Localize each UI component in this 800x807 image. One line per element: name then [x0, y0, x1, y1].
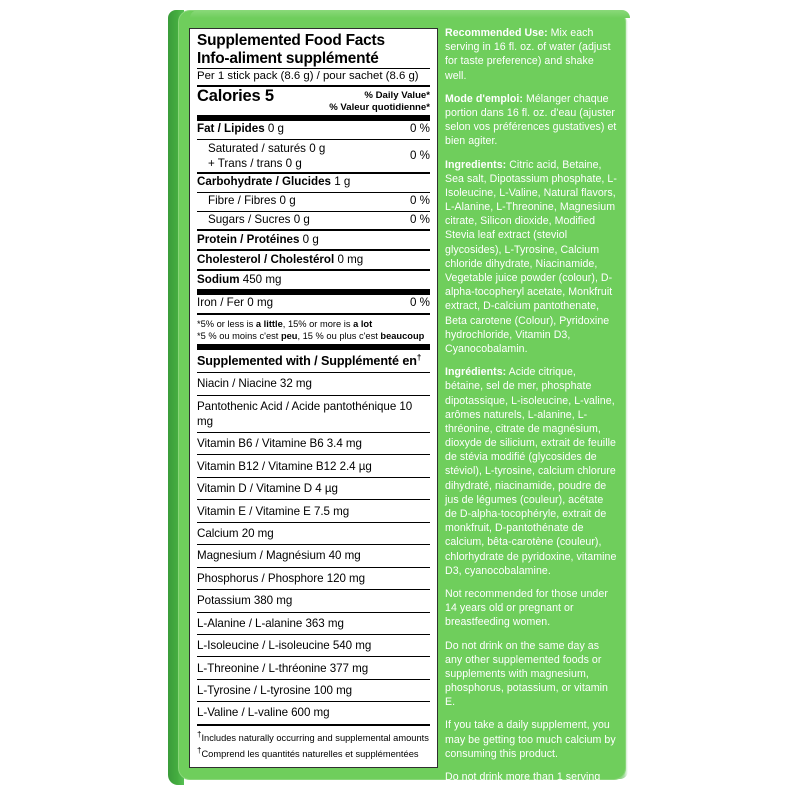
row-amount-fat: 0 g — [267, 122, 284, 136]
supplement-row: L-Tyrosine / L-tyrosine 100 mg — [197, 684, 353, 698]
footnote-en-bold2: a lot — [353, 318, 373, 329]
daily-value-header-english: % Daily Value* — [364, 90, 430, 102]
row-dv-sugars: 0 % — [410, 213, 430, 227]
dagger-footnote — [197, 726, 430, 762]
row-name-sugars: Sugars / Sucres — [208, 213, 291, 227]
dagger-symbol-en: † — [197, 729, 202, 739]
supplemented-header-text: Supplemented with / Supplémenté en — [197, 353, 417, 368]
daily-value-footnote — [197, 315, 430, 345]
row-amount-sodium: 450 mg — [242, 272, 282, 286]
supplement-row: Vitamin B6 / Vitamine B6 3.4 mg — [197, 437, 362, 451]
dagger-symbol-fr: † — [197, 745, 202, 755]
package-content-columns — [178, 10, 626, 798]
warning-serving-limit: Do not drink more than 1 serving per day. — [445, 771, 601, 798]
row-label-iron — [197, 296, 410, 311]
calories-row — [197, 87, 430, 115]
recommended-use-paragraph — [445, 26, 617, 83]
row-label-fibre — [197, 194, 410, 209]
supplemented-food-facts-panel — [189, 28, 438, 768]
ingredients-paragraph-english — [445, 158, 617, 357]
row-name-trans: + Trans / trans — [208, 156, 283, 170]
ingredients-paragraph-french — [445, 365, 617, 578]
row-label-sugars — [197, 213, 410, 228]
footnote-en-pre: *5% or less is — [197, 318, 256, 329]
supplement-row: L-Isoleucine / L-isoleucine 540 mg — [197, 639, 372, 653]
supplemented-header-dagger: † — [416, 352, 422, 362]
table-row-protein — [197, 231, 430, 249]
mode-emploi-label: Mode d'emploi: — [445, 92, 523, 105]
row-name-protein: Protein / Protéines — [197, 232, 300, 246]
supplement-row: Potassium 380 mg — [197, 594, 293, 608]
supplement-row: L-Valine / L-valine 600 mg — [197, 706, 330, 720]
ingredients-text-english: Citric acid, Betaine, Sea salt, Dipotassium phosphate, L-Isoleucine, L-Valine, Natural flavors, L-Alanine, L-Threonine, Magnesium citrate, Silicon dioxide, Modified Stevia leaf extract (steviol glycosides), L-Tyrosine, Calcium chloride dihydrate, Niacinamide, Vegetable juice powder (colour), D-alpha-tocopheryl acetate, Monkfruit extract, D-calcium pantothenate, Beta carotene (Colour), Pyridoxine hydrochloride, Vitamin D3, Cyanocobalamin. — [445, 158, 617, 355]
supplement-row: Niacin / Niacine 32 mg — [197, 377, 312, 391]
row-label-carbohydrate — [197, 175, 430, 190]
table-row-sugars — [197, 212, 430, 230]
supplement-row: Phosphorus / Phosphore 120 mg — [197, 571, 366, 585]
saturated-trans-labels — [197, 141, 325, 171]
mode-emploi-paragraph — [445, 92, 617, 149]
supplement-row: Vitamin D / Vitamine D 4 µg — [197, 482, 338, 496]
daily-value-header-french: % Valeur quotidienne* — [329, 102, 430, 114]
supplement-row: Calcium 20 mg — [197, 526, 274, 540]
row-amount-fibre: 0 g — [279, 194, 296, 208]
table-row-saturated-trans — [197, 140, 430, 172]
dagger-note-french — [197, 745, 430, 761]
warning-same-day-supplements: Do not drink on the same day as any other supplemented foods or supplements with magnesium, phosphorus, potassium, or vitamin E. — [445, 639, 608, 709]
ingredients-text-french: Acide citrique, bétaine, sel de mer, phosphate dipotassique, L-isoleucine, L-valine, arômes naturels, L-alanine, L-thréonine, citrate de magnésium, dioxyde de silicium, extrait de feuille de stévia modifié (glycosides de stéviol), L-tyrosine, calcium chlorure dihydraté, niacinamide, poudre de jus de légumes (couleur), acétate de D-alpha-tocophéryle, extrait de monkfruit, D-pantothénate de calcium, bêta-carotène (couleur), chlorhydrate de pyridoxine, vitamine D3, cyanocobalamine. — [445, 366, 617, 577]
footnote-en-mid: , 15% or more is — [282, 318, 354, 329]
table-row-carbohydrate — [197, 174, 430, 192]
row-name-carbohydrate: Carbohydrate / Glucides — [197, 175, 332, 189]
row-name-iron: Iron / Fer — [197, 296, 245, 310]
table-row-sodium — [197, 271, 430, 289]
footnote-fr-bold1: peu — [280, 330, 298, 341]
dagger-note-en-text: Includes naturally occurring and supplemental amounts — [201, 732, 429, 743]
row-name-saturated: Saturated / saturés — [208, 141, 306, 155]
row-label-trans — [197, 156, 325, 171]
row-label-sodium — [197, 273, 430, 288]
ingredients-label-english: Ingredients: — [445, 158, 507, 171]
row-amount-cholesterol: 0 mg — [337, 252, 364, 266]
supplement-row: Vitamin B12 / Vitamine B12 2.4 µg — [197, 459, 372, 473]
panel-title-french: Info-aliment supplémenté — [197, 49, 379, 67]
panel-title-english: Supplemented Food Facts — [197, 32, 385, 49]
supplemented-with-header — [197, 350, 430, 372]
supplement-row: Vitamin E / Vitamine E 7.5 mg — [197, 504, 350, 518]
calories-value: Calories 5 — [197, 87, 274, 106]
row-label-protein — [197, 233, 430, 248]
footnote-en-bold1: a little — [255, 318, 283, 329]
row-amount-trans: 0 g — [285, 156, 302, 170]
mode-emploi-text: Mélanger chaque portion dans 16 fl. oz. d'eau (ajuster selon vos préférences gustatives) et bien agiter. — [445, 92, 617, 148]
row-amount-sugars: 0 g — [293, 213, 310, 227]
footnote-french — [197, 330, 430, 342]
table-row-fat — [197, 121, 430, 139]
footnote-fr-bold2: beaucoup — [380, 330, 425, 341]
recommended-use-text: Mix each serving in 16 fl. oz. of water (adjust for taste preference) and shake well. — [445, 27, 611, 82]
table-row-cholesterol — [197, 251, 430, 269]
row-name-sodium: Sodium — [197, 272, 240, 286]
table-row-iron — [197, 295, 430, 313]
row-dv-saturated-trans: 0 % — [410, 149, 430, 163]
footnote-fr-mid: , 15 % ou plus c'est — [297, 330, 381, 341]
warning-calcium: If you take a daily supplement, you may be getting too much calcium by consuming this product. — [445, 719, 616, 760]
row-amount-carbohydrate: 1 g — [334, 175, 351, 189]
row-label-saturated — [197, 141, 325, 156]
nutrition-facts-column — [189, 28, 438, 768]
row-name-fibre: Fibre / Fibres — [208, 194, 277, 208]
row-dv-iron: 0 % — [410, 296, 430, 310]
ingredients-label-french: Ingrédients: — [445, 366, 507, 379]
row-amount-protein: 0 g — [302, 232, 319, 246]
row-label-fat — [197, 122, 410, 137]
row-amount-saturated: 0 g — [309, 141, 326, 155]
recommended-use-label: Recommended Use: — [445, 27, 548, 39]
dagger-note-english — [197, 729, 430, 745]
row-label-cholesterol — [197, 253, 430, 268]
product-package — [168, 10, 628, 798]
dagger-note-fr-text: Comprend les quantités naturelles et supplémentées — [201, 748, 419, 759]
daily-value-header — [329, 88, 430, 114]
supplement-row: Pantothenic Acid / Acide pantothénique 10 mg — [197, 399, 413, 428]
supplement-row: Magnesium / Magnésium 40 mg — [197, 549, 361, 563]
row-name-fat: Fat / Lipides — [197, 122, 265, 136]
supplement-row: L-Threonine / L-thréonine 377 mg — [197, 661, 369, 675]
row-dv-fibre: 0 % — [410, 194, 430, 208]
supplement-row: L-Alanine / L-alanine 363 mg — [197, 616, 344, 630]
side-information-column — [445, 26, 617, 807]
row-dv-fat: 0 % — [410, 122, 430, 136]
row-amount-iron: 0 mg — [247, 296, 274, 310]
footnote-fr-pre: *5 % ou moins c'est — [197, 330, 281, 341]
table-row-fibre — [197, 193, 430, 211]
serving-size-text: Per 1 stick pack (8.6 g) / pour sachet (8.6 g) — [197, 69, 419, 82]
footnote-english — [197, 318, 430, 330]
warning-age-pregnancy: Not recommended for those under 14 years old or pregnant or breastfeeding women. — [445, 587, 608, 629]
row-name-cholesterol: Cholesterol / Cholestérol — [197, 252, 335, 266]
